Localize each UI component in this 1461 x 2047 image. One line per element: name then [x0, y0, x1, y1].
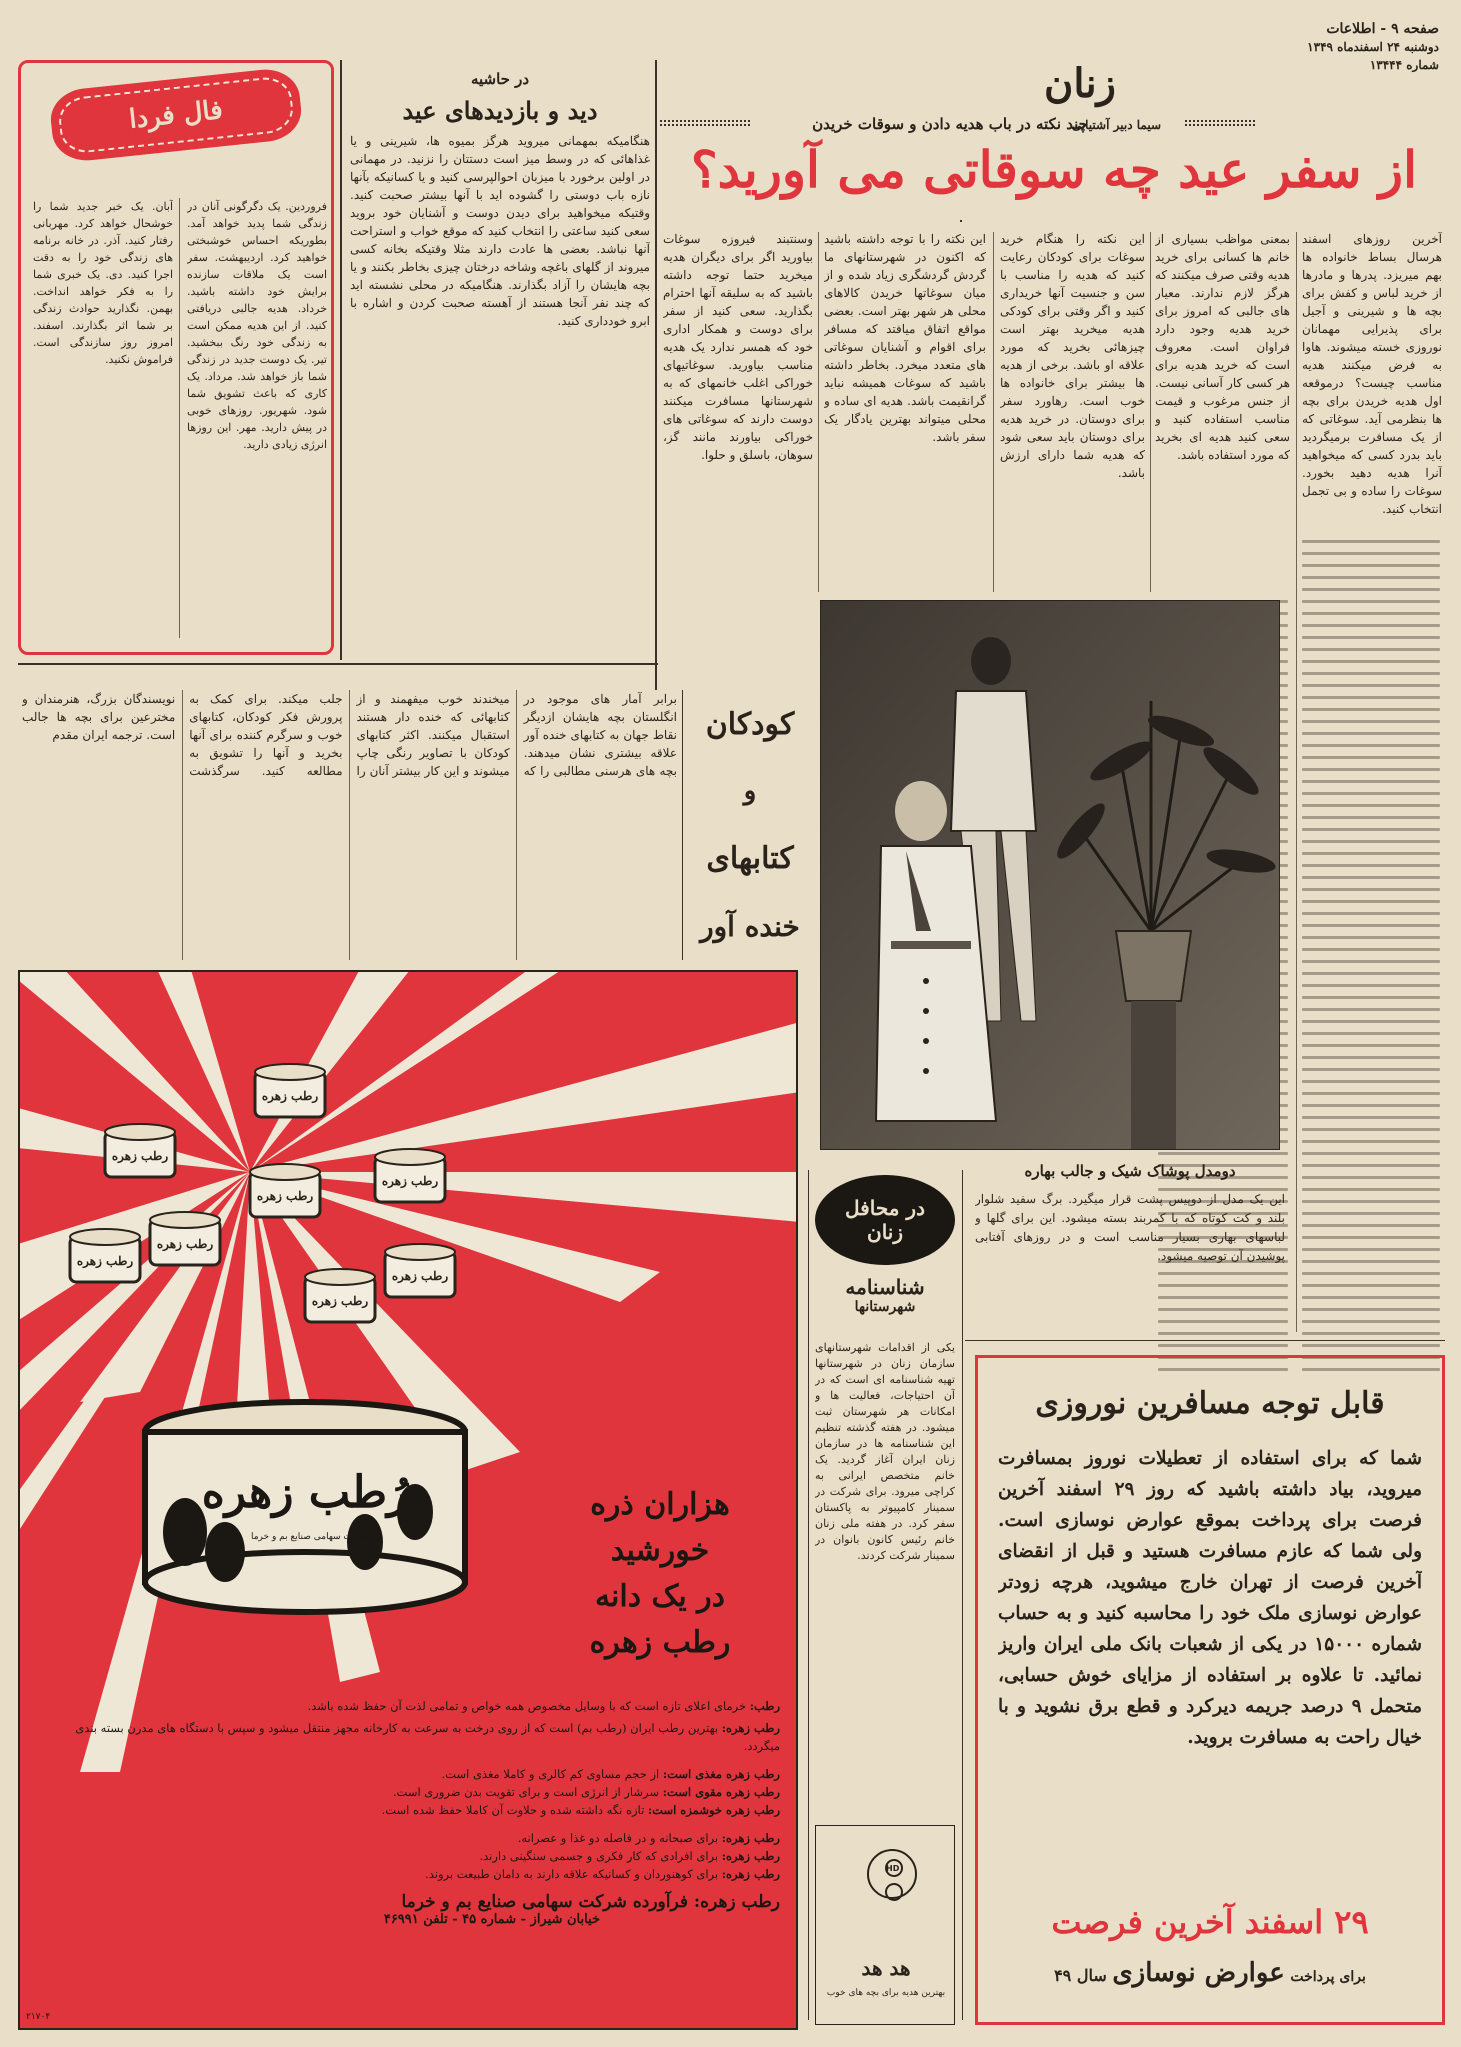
- column-divider: [993, 232, 994, 592]
- women-circles-sub-2: شهرستانها: [854, 1299, 916, 1315]
- rotab-address: خیابان شیراز - شماره ۴۵ - تلفن ۴۶۹۹۱: [383, 1912, 600, 1927]
- rotab-line-8: برای کوهنوردان و کسانیکه علاقه دارند به دامان طبیعت بروند.: [425, 1867, 719, 1881]
- rotab-ad-description: [40, 1697, 780, 1929]
- column-divider: [1150, 232, 1151, 592]
- rotab-line-7: برای افرادی که کار فکری و جسمی سنگینی دارند.: [479, 1849, 719, 1863]
- rotab-slogan-4: رطب زهره: [589, 1625, 731, 1660]
- photo-description: این یک مدل از دوپیس پشت قرار میگیرد. برگ سفید شلوار بلند و کت کوتاه که با کمربند بسته میشود. این برای گلها و لباسهای بهاری بسیار مناسب است و در روزهای آفتابی پوشیدن آن توصیه میشود.: [975, 1192, 1285, 1263]
- svg-text:رطب زهره: رطب زهره: [261, 1089, 319, 1103]
- rotab-line-4: سرشار از انرژی است و برای تقویت بدن ضروری است.: [392, 1785, 660, 1799]
- visits-body: هنگامیکه بمهمانی میروید هرگز بمیوه ها، شیرینی و یا غذاهائی که در وسط میز است دستتان را نزنید. در مهمانی در اولین برخورد با میزبان احوالپرسی کنید و یا کسانیکه بآنها نازه باب دوستی را گشوده اید با آنها بیشتر صحبت کنید. وقتیکه میخواهید برای دیدن دوست و آشنایان خود بروید سعی کنید ساعتی را انتخاب کنید که موقع خواب و استراحت آنها نباشد. بعضی ها عادت دارند مثلا وقتیکه بخانه کسی میروند از گلهای باغچه وشاخه درختان چیزی بخاطر بکنند و یا بچه هایشان را آزاد بگذارند. هنگامیکه در محلی نشسته اید که چند نفر آنجا هستند از آهسته صحبت کردن و اشاره با ابرو خودداری کنید.: [350, 134, 650, 328]
- issue-date: دوشنبه ۲۴ اسفندماه ۱۳۴۹: [1307, 40, 1439, 54]
- big-can-sublabel: شرکت سهامی صنایع بم و خرما: [250, 1532, 369, 1542]
- nowruz-footer-prefix: برای پرداخت: [1290, 1969, 1366, 1985]
- rotab-maker: فرآورده شرکت سهامی صنایع بم و خرما: [401, 1892, 688, 1912]
- section-title: زنان: [1043, 60, 1116, 107]
- main-article-col-4: این نکته را با توجه داشته باشید که اکنون در شهرستانهای ما گردش گردشگری زیاد شده و از میان سوغاتها خریدن کالاهای محلی هر شهر بهتر است. بعضی مواقع اتفاق میافتد که مسافر برای اقوام و آشنایان سوغاتی های متعدد میخرد. بخاطر داشته باشید که سوغات همیشه نباید گرانقیمت باشد. هدیه ای ساده و محلی میتواند بهترین یادگار یک سفر باشد.: [824, 232, 986, 444]
- svg-text:رطب زهره: رطب زهره: [381, 1174, 439, 1188]
- visits-kicker: در حاشیه: [470, 70, 530, 88]
- horoscope-column-left: آبان. یک خبر جدید شما را خوشحال خواهد کرد. مهربانی رفتار کنید. آذر. در خانه برنامه های زندگی خود را به دقت اجرا کنید. دی. یک خبری شما را به فکر خواهد انداخت. بهمن. نگذارید حوادث زندگی بر شما اثر بگذارند. اسفند. امروز روز سازندگی است. فراموش نکنید.: [33, 200, 173, 366]
- rotab-line-5: تازه نگه داشته شده و حلاوت آن کاملا حفظ شده است.: [381, 1803, 645, 1817]
- children-books-heading: [690, 690, 810, 960]
- women-circles-title-2: زنان: [867, 1220, 904, 1244]
- rotab-slogan-3: در یک دانه: [594, 1579, 726, 1614]
- svg-text:رطب زهره: رطب زهره: [256, 1189, 314, 1203]
- section-rule: [18, 663, 658, 665]
- visits-title: دید و بازدیدهای عید: [402, 96, 598, 125]
- nowruz-notice: [975, 1355, 1445, 2025]
- women-circles-subhead: [815, 1275, 955, 1315]
- children-books-body: برابر آمار های موجود در انگلستان بچه هایشان ازدیگر نقاط جهان به کتابهای خنده آور علاقه بیشتری نشان میدهند. بچه های هرسنی مطالبی را که میخندند خوب میفهمند و از کتابهائی که خنده دار هستند استقبال میکنند. اکثر کتابهای کودکان با تصاویر رنگی چاپ میشوند و این کار بیشتر آنان را جلب میکند. برای کمک به پرورش فکر کودکان، کتابهای خوب و سرگرم کننده برای آنها بخرید و آنها را تشویق به مطالعه کنید. سرگذشت نویسندگان بزرگ، هنرمندان و مخترعین برای بچه ها جالب است. ترجمه ایران مقدم: [22, 692, 677, 778]
- main-article-col-3: این نکته را هنگام خرید سوغات برای کودکان رعایت کنید که هدیه را مناسب با سن و جنسیت آنها خریداری کنید و اگر وقتی برای کودکی هدیه میخرید بهتر است چیزهائی بخرید که مورد علاقه او باشد. برخی از هدیه ها بیشتر برای خانواده ها خوب است. رهاورد سفر برای دوستان. در خرید هدیه برای دوستان باید سعی شود که هدیه شما دارای ارزش باشد.: [1000, 232, 1145, 480]
- column-rule: [808, 1170, 809, 2020]
- svg-text:رطب زهره: رطب زهره: [391, 1269, 449, 1283]
- nowruz-body: شما که برای استفاده از تعطیلات نوروز بمسافرت میروید، بیاد داشته باشید که روز ۲۹ اسفند آخرین فرصت برای پرداخت بموقع عوارض نوسازی است. ولی شما که عازم مسافرت هستید و قبل از انقضای آخرین فرصت از تهران خارج میشوید، هرچه زودتر عوارض نوسازی ملک خود را محاسبه کنید و به حساب شماره ۱۵۰۰۰ در یکی از شعبات بانک ملی ایران واریز نمائید. تا علاوه بر استفاده از مزایای خوش حسابی، متحمل ۹ درصد جریمه دیرکرد و قطع برق نشوید و با خیال راحت به مسافرت بروید.: [998, 1448, 1422, 1748]
- rotab-line-3-label: رطب زهره مغذی است:: [662, 1767, 780, 1781]
- nowruz-footer-year: سال ۴۹: [1054, 1966, 1107, 1985]
- text-lines: [1302, 540, 1440, 1390]
- headline-rule: [660, 120, 750, 126]
- nowruz-footer: [978, 1958, 1442, 1988]
- svg-text:رطب زهره: رطب زهره: [156, 1237, 214, 1251]
- byline: سیما دبیر آشتیانی: [1071, 118, 1161, 132]
- rotab-maker-label: رطب زهره:: [693, 1892, 780, 1912]
- column-rule: [682, 690, 683, 960]
- column-rule: [655, 60, 657, 690]
- rotab-line-6: برای صبحانه و در فاصله دو غذا و عصرانه.: [517, 1831, 719, 1845]
- plant-pot-icon: [1116, 931, 1191, 1001]
- big-can-label: رُطب زهره: [201, 1467, 409, 1518]
- women-circles-sub-1: شناسنامه: [845, 1275, 925, 1299]
- children-books-heading-1: کودکان: [705, 707, 795, 743]
- hudhud-brand: هد هد: [861, 1956, 911, 1980]
- women-circles-heading-badge: [815, 1175, 955, 1265]
- page-number: صفحه ۹ - اطلاعات: [1326, 21, 1439, 37]
- main-article-col-5: وسنتبند فیروزه سوغات بیاورید اگر برای دیگران هدیه میخرید حتما توجه داشته باشید که به سلیقه آنها احترام بگذارید. سعی کنید از سفر برای دوست و همکار اداری خود که همسر ندارد یک هدیه مناسب بیاورید. سوغاتیهای خوراکی اغلب خانمهای که به شهرستانها مسافرت میکنند دوست دارند که سوغاتی های خوراکی بیاورند مانند گز، سوهان، باسلق و حلوا.: [663, 232, 813, 462]
- rotab-line-4-label: رطب زهره مقوی است:: [662, 1785, 780, 1799]
- fashion-photo-art: [821, 601, 1280, 1150]
- horoscope-title: فال فردا: [127, 95, 225, 135]
- rotab-line-5-label: رطب زهره خوشمزه است:: [647, 1803, 780, 1817]
- women-circles-body: یکی از اقدامات شهرستانهای سازمان زنان در شهرستانها تهیه شناسنامه ای است که در آن احتیاجات، فعالیت ها و امکانات هر شهرستان ثبت میشود. در هفته گذشته تنظیم این شناسنامه ها در سازمان زنان ایران آغاز گردید. یک خانم متخصص ایرانی به کراچی میرود. برای شرکت در سمینار کامپیوتر به پاکستان سفر کرد. در هفته ملی زنان خانم رئیس کانون بانوان در سمینار شرکت کردند.: [815, 1341, 955, 1562]
- rotab-line-3: از حجم مساوی کم کالری و کاملا مغذی است.: [441, 1767, 660, 1781]
- main-article-col-1: آخرین روزهای اسفند هرسال بساط خانواده ها بهم میریزد. پدرها و مادرها از خرید لباس و کفش برای بچه ها و شیرینی و آجیل برای پذیرایی مهمانان نوروزی خسته میشوند. هاوا به فرض میکنند هدیه مناسب چیست؟ درموقعه اول هدیه خریدن برای بچه ها بنظرمی آید. سوغاتی که از یک مسافرت برمیگردید باید بدرد کسی که میخواهید آنرا هدیه دهید بخورد. سوغات را ساده و بی تجمل انتخاب کنید.: [1302, 232, 1442, 516]
- svg-text:رطب زهره: رطب زهره: [76, 1254, 134, 1268]
- rotab-line-2: بهترین رطب ایران (رطب بم) است که از روی درخت به سرعت به کارخانه مجهز منتقل میشود و سپس با دستگاه های مدرن بسته بندی میگردد.: [75, 1721, 780, 1753]
- section-rule: [965, 1340, 1445, 1341]
- rotab-ad: [18, 970, 798, 2030]
- children-books-heading-3: کتابهای: [706, 840, 794, 876]
- women-circles-title-1: در محافل: [845, 1196, 925, 1220]
- photo-caption: دومدل پوشاک شیک و جالب بهاره: [1024, 1162, 1236, 1180]
- children-books-heading-4: خنده آور: [700, 909, 800, 943]
- fashion-photo: [820, 600, 1280, 1150]
- horoscope-box: [18, 60, 334, 655]
- rotab-slogan: [530, 1482, 790, 1666]
- rotab-slogan-2: خورشید: [610, 1533, 710, 1568]
- ad-code: ۲۱۷۰۴: [26, 2012, 51, 2022]
- nowruz-deadline: ۲۹ اسفند آخرین فرصت: [1051, 1903, 1369, 1941]
- main-article-col-2: بمعنی مواظب بسیاری از خانم ها کسانی برای خرید هدیه وقتی صرف میکنند که هرگز لازم ندارند. معیار های جالبی که امروز برای خرید هدیه وجود دارد فراوان است. معروف است که خرید هدیه برای هر کسی کار آسانی نیست. از جنس مرغوب و قیمت مناسب استفاده کنید و سعی کنید هدیه ای بخرید که مورد استفاده باشد.: [1155, 232, 1290, 462]
- nowruz-title: قابل توجه مسافرین نوروزی: [1035, 1386, 1385, 1421]
- svg-text:رطب زهره: رطب زهره: [311, 1294, 369, 1308]
- hudhud-logo-icon: [854, 1844, 918, 1944]
- rotab-line-6-label: رطب زهره:: [721, 1831, 780, 1845]
- rotab-line-8-label: رطب زهره:: [721, 1867, 780, 1881]
- column-rule: [960, 220, 962, 222]
- horoscope-divider: [179, 198, 180, 638]
- column-rule: [962, 1170, 963, 2020]
- nowruz-footer-bold: عوارض نوسازی: [1112, 1958, 1285, 1988]
- headline-rule-right: [1185, 120, 1255, 126]
- rotab-slogan-1: هزاران ذره: [590, 1487, 730, 1522]
- rotab-line-1: خرمای اعلای تازه است که با وسایل مخصوص همه خواص و تمامی لذت آن حفظ شده باشد.: [307, 1699, 747, 1713]
- page-header-info: [1299, 20, 1439, 74]
- article-subtitle: چند نکته در باب هدیه دادن و سوقات خریدن: [812, 115, 1088, 133]
- horoscope-column-right: فروردین. یک دگرگونی آنان در زندگی شما پدید خواهد آمد. بطوریکه احساس خوشبختی خواهید کرد. اردیبهشت. سفر است یک ملاقات سازنده برایش خود داشته باشید. خرداد. هدیه جالبی دریافتی کنید. از این هدیه ممکن است به زندگی خود رنگ ببخشید. تیر. یک دوست جدید در زندگی شما باز خواهد شد. مرداد. یک کاری که باعث تشویق شما شود. شهریور. روزهای خوبی در پیش دارید. مهر. این روزها انرژی زیادی دارید.: [187, 200, 327, 451]
- hudhud-ad: [815, 1825, 955, 2025]
- children-books-heading-2: و: [743, 776, 757, 807]
- rotab-line-7-label: رطب زهره:: [721, 1849, 780, 1863]
- column-divider: [818, 232, 819, 592]
- rotab-line-2-label: رطب زهره:: [721, 1721, 780, 1735]
- main-headline: از سفر عید چه سوقاتی می آورید؟: [691, 140, 1417, 199]
- column-rule: [340, 60, 342, 660]
- column-divider: [1296, 232, 1297, 1332]
- hudhud-slogan: بهترین هدیه برای بچه های خوب: [826, 1988, 946, 1998]
- hudhud-logo-text: HD: [886, 1864, 900, 1873]
- issue-number: شماره ۱۳۴۴۴: [1369, 58, 1439, 72]
- svg-text:رطب زهره: رطب زهره: [111, 1149, 169, 1163]
- horoscope-title-badge: [48, 66, 304, 164]
- rotab-line-1-label: رطب:: [749, 1699, 780, 1713]
